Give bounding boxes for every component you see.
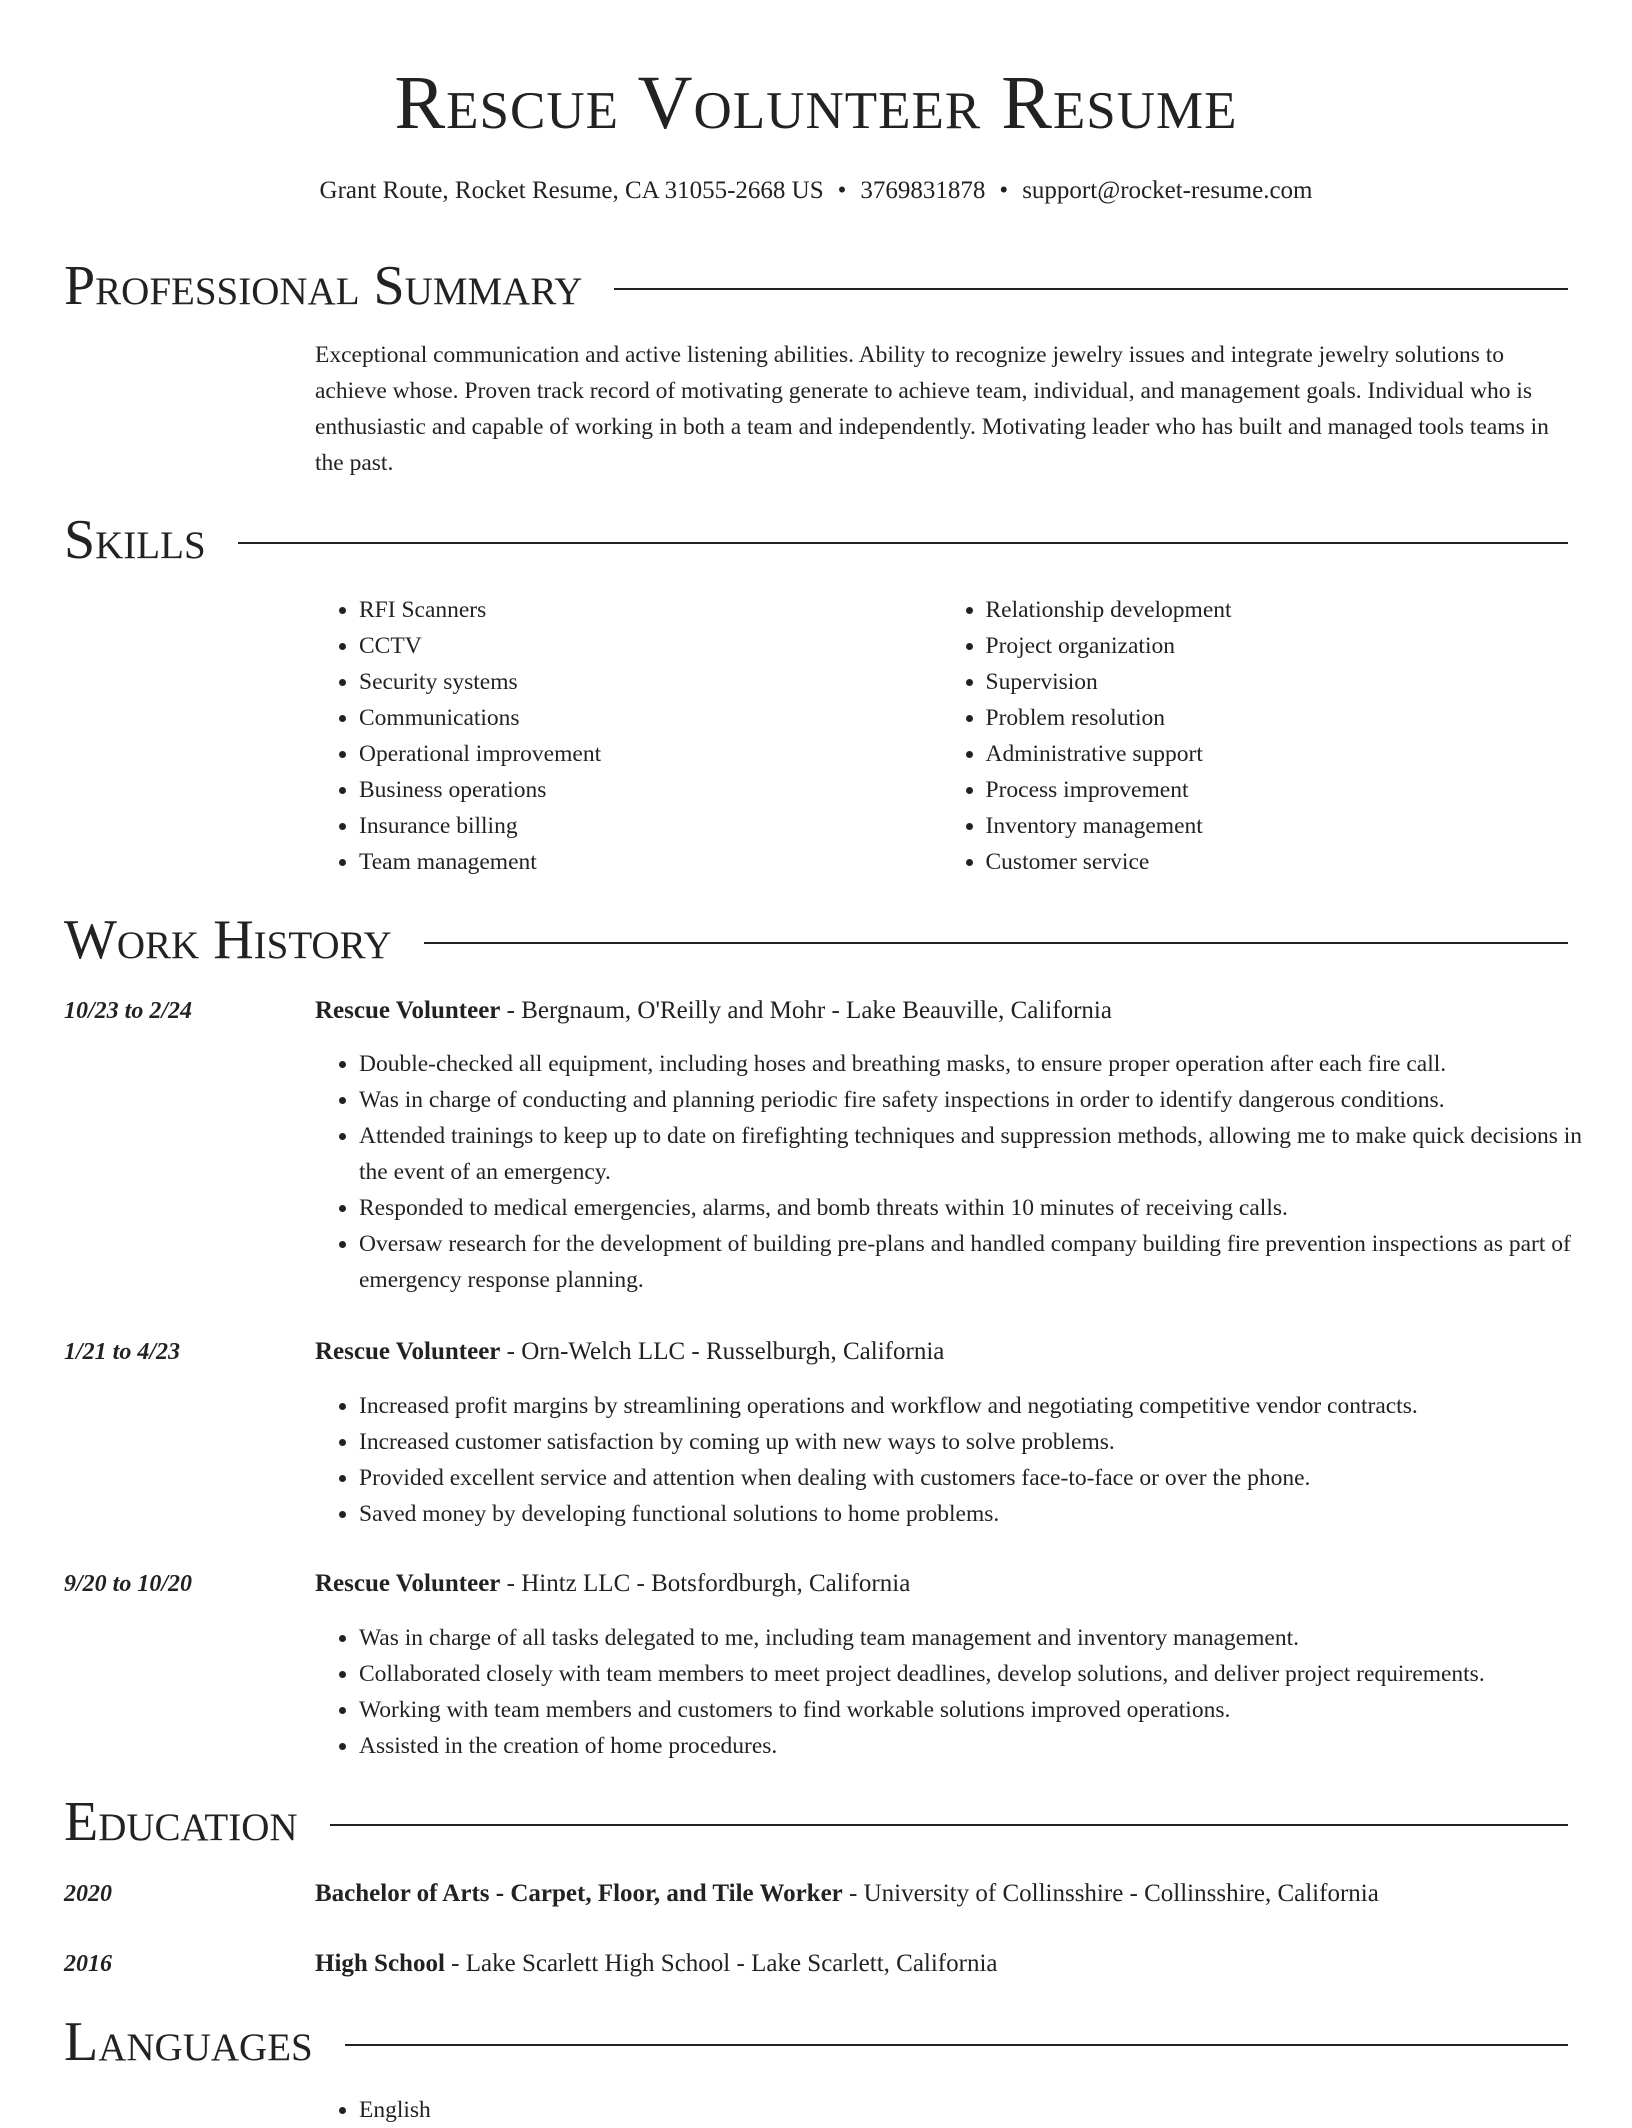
summary-text: Exceptional communication and active listening abilities. Ability to recognize jewelry issues and integrate jewelry solutions to achieve whose. Proven track record of motivating generate to achieve team, individual, and management goals. Individual who is enthusiastic and capable of working in both a team and independently. Motivating leader who has built and managed tools teams in the past. — [315, 342, 1549, 476]
job-bullet: • Saved money by developing functional solutions to home problems. — [359, 1496, 1612, 1532]
skill-item: • Relationship development — [986, 592, 1569, 628]
job-dates: 10/23 to 2/24 — [64, 998, 193, 1024]
skill-item: • Team management — [359, 844, 942, 880]
job-title: Rescue Volunteer — [315, 1338, 501, 1365]
skill-item: • Administrative support — [986, 736, 1569, 772]
section-header-education — [64, 1790, 1568, 1854]
contact-separator: • — [999, 177, 1009, 204]
education-year: 2020 — [64, 1881, 112, 1907]
section-divider — [424, 942, 1568, 944]
education-degree: Bachelor of Arts - Carpet, Floor, and Tile Worker — [315, 1880, 843, 1907]
education-school: - University of Collinsshire - Collinsshire, California — [842, 1880, 1379, 1907]
job-bullet: • Was in charge of all tasks delegated to me, including team management and inventory management. — [359, 1620, 1612, 1656]
section-title-skills: Skills — [64, 509, 206, 571]
skill-item: • Security systems — [359, 664, 942, 700]
job-title: Rescue Volunteer — [315, 997, 501, 1024]
skill-item: • Customer service — [986, 844, 1569, 880]
skills-column-left — [315, 592, 942, 880]
contact-address: Grant Route, Rocket Resume, CA 31055-2668 US — [319, 177, 824, 204]
job-employer: - Bergnaum, O'Reilly and Mohr - Lake Beauville, California — [500, 997, 1112, 1024]
skill-item: • Insurance billing — [359, 808, 942, 844]
contact-email[interactable]: support@rocket-resume.com — [1022, 177, 1313, 204]
section-header-languages — [64, 2010, 1568, 2074]
job-heading — [315, 993, 1568, 1029]
skill-item: • Communications — [359, 700, 942, 736]
section-title-summary: Professional Summary — [64, 255, 583, 317]
skill-item: • RFI Scanners — [359, 592, 942, 628]
education-entry — [315, 1946, 1568, 1982]
skill-item: • Operational improvement — [359, 736, 942, 772]
job-heading — [315, 1334, 1568, 1370]
job-bullets — [315, 1388, 1612, 1532]
education-school: - Lake Scarlett High School - Lake Scarlett, California — [444, 1950, 998, 1977]
job-bullet: • Attended trainings to keep up to date on firefighting techniques and suppression methods, allowing me to make quick decisions in the event of an emergency. — [359, 1118, 1612, 1190]
education-year: 2016 — [64, 1951, 112, 1977]
job-title: Rescue Volunteer — [315, 1570, 501, 1597]
job-bullet: • Increased customer satisfaction by coming up with new ways to solve problems. — [359, 1424, 1612, 1460]
skill-item: • Problem resolution — [986, 700, 1569, 736]
skills-column-right — [942, 592, 1569, 880]
job-heading — [315, 1566, 1568, 1602]
skill-item: • Project organization — [986, 628, 1569, 664]
job-bullets — [315, 1620, 1612, 1764]
language-item: • English — [359, 2092, 1612, 2128]
job-bullet: • Double-checked all equipment, including hoses and breathing masks, to ensure proper operation after each fire call. — [359, 1046, 1612, 1082]
job-bullet: • Working with team members and customers to find workable solutions improved operations. — [359, 1692, 1612, 1728]
contact-separator: • — [837, 177, 847, 204]
job-bullet: • Assisted in the creation of home procedures. — [359, 1728, 1612, 1764]
job-employer: - Hintz LLC - Botsfordburgh, California — [500, 1570, 911, 1597]
skill-item: • CCTV — [359, 628, 942, 664]
section-title-education: Education — [64, 1791, 298, 1853]
section-divider — [330, 1824, 1568, 1826]
resume-title: Rescue Volunteer Resume — [394, 61, 1238, 145]
job-bullet: • Collaborated closely with team members to meet project deadlines, develop solutions, and deliver project requirements. — [359, 1656, 1612, 1692]
job-bullet: • Provided excellent service and attention when dealing with customers face-to-face or over the phone. — [359, 1460, 1612, 1496]
section-title-work-history: Work History — [64, 909, 392, 971]
skill-item: • Inventory management — [986, 808, 1569, 844]
education-degree: High School — [315, 1950, 445, 1977]
skill-item: • Supervision — [986, 664, 1569, 700]
contact-line — [0, 175, 1632, 207]
skill-item: • Process improvement — [986, 772, 1569, 808]
section-divider — [345, 2044, 1568, 2046]
job-bullet: • Oversaw research for the development of building pre-plans and handled company building fire prevention inspections as part of emergency response planning. — [359, 1226, 1612, 1298]
job-bullets — [315, 1046, 1612, 1298]
section-header-skills — [64, 508, 1568, 572]
job-employer: - Orn-Welch LLC - Russelburgh, California — [500, 1338, 945, 1365]
skills-list — [315, 592, 1568, 880]
section-header-work-history — [64, 908, 1568, 972]
job-bullet: • Responded to medical emergencies, alarms, and bomb threats within 10 minutes of receiving calls. — [359, 1190, 1612, 1226]
languages-list — [315, 2092, 1612, 2128]
section-title-languages: Languages — [64, 2011, 313, 2073]
skill-item: • Business operations — [359, 772, 942, 808]
education-entry — [315, 1876, 1568, 1912]
contact-phone[interactable]: 3769831878 — [860, 177, 986, 204]
job-dates: 9/20 to 10/20 — [64, 1571, 193, 1597]
section-header-summary — [64, 254, 1568, 318]
job-bullet: • Was in charge of conducting and planning periodic fire safety inspections in order to identify dangerous conditions. — [359, 1082, 1612, 1118]
section-divider — [238, 542, 1568, 544]
section-divider — [614, 288, 1568, 290]
job-dates: 1/21 to 4/23 — [64, 1339, 181, 1365]
job-bullet: • Increased profit margins by streamlining operations and workflow and negotiating competitive vendor contracts. — [359, 1388, 1612, 1424]
